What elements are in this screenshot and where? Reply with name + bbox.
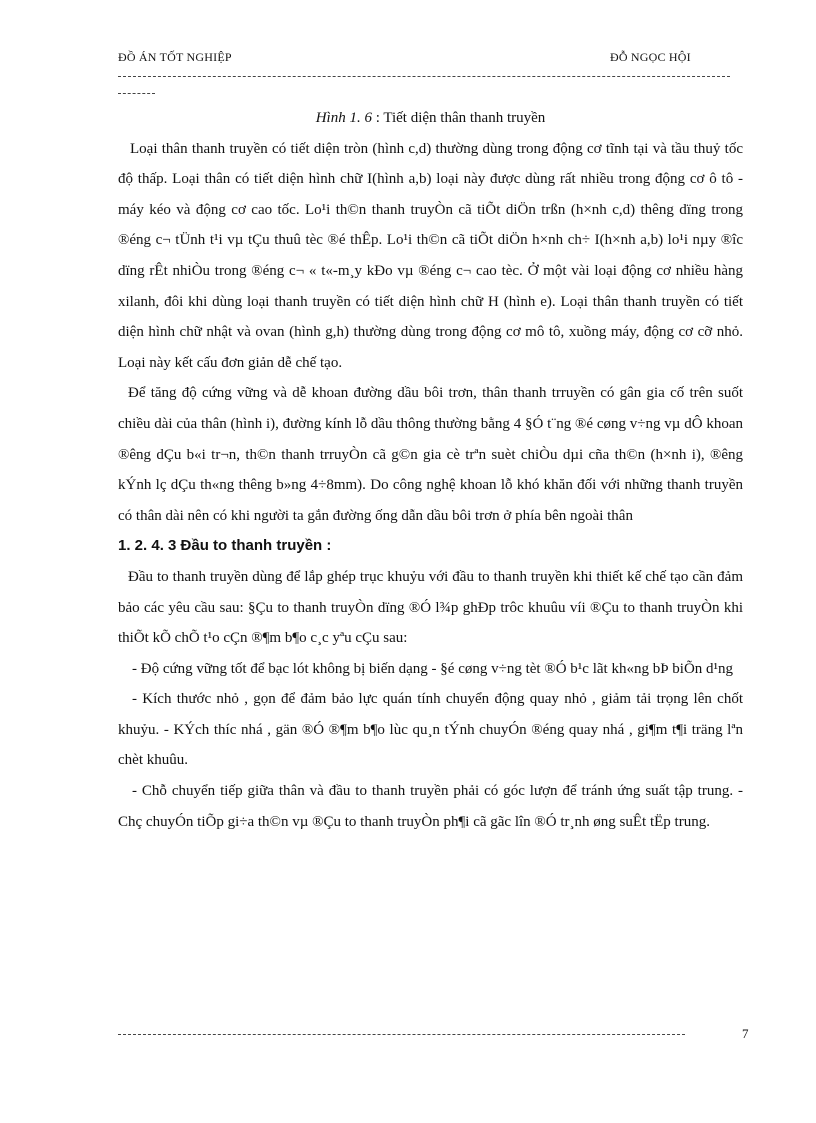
footer-rule (118, 1034, 685, 1035)
figure-caption-label: Hình 1. 6 (315, 110, 372, 126)
header-left-title: ĐỒ ÁN TỐT NGHIỆP (118, 50, 232, 64)
section-heading: 1. 2. 4. 3 Đầu to thanh truyền : (118, 537, 332, 555)
figure-caption-text: : Tiết diện thân thanh truyền (371, 110, 546, 126)
paragraph-reinforcement: Để tăng độ cứng vững và dễ khoan đường dầu bôi trơn, thân thanh trruyền có gân gia cố trên suốt chiều dài của thân (hình i), đường kính lỗ dầu thông thường bằng 4 §Ó t¨ng ®é cøng v÷ng vµ dÔ khoan ®êng dÇu b«i tr¬n, th©n thanh trruyÒn cã g©n gia cè trªn suèt chiÒu dµi cña th©n (h×nh i), ®êng kÝnh lç dÇu th«ng thêng b»ng 4÷8mm). Do công nghệ khoan lỗ khó khăn đối với những thanh truyền có thân dài nên có khi người ta gắn đường ống dẫn dầu bôi trơn ở phía bên ngoài thân (118, 385, 743, 524)
requirement-compact-size: - Kích thước nhỏ , gọn để đảm bảo lực quán tính chuyển động quay nhỏ , giảm tải trọng lên chốt khuỷu. - KÝch thíc nhá , gän ®Ó ®¶m b¶o lùc qu¸n tÝnh chuyÓn ®éng quay nhá , gi¶m t¶i träng lªn chèt khuûu. (118, 691, 743, 769)
paragraph-cross-section: Loại thân thanh truyền có tiết diện tròn (hình c,d) thường dùng trong động cơ tĩnh tại và tầu thuỷ tốc độ thấp. Loại thân có tiết diện hình chữ I(hình a,b) loại này được dùng rất nhiều trong động cơ ô tô - máy kéo và động cơ cao tốc. Lo¹i th©n thanh truyÒn cã tiÕt diÖn trßn (h×nh c,d) thêng dïng trong ®éng c¬ tÜnh t¹i vµ tÇu thuû tèc ®é thÊp. Lo¹i th©n cã tiÕt diÖn h×nh ch÷ I(h×nh a,b) lo¹i nµy ®îc dïng rÊt nhiÒu trong ®éng c¬ « t«-m¸y kÐo vµ ®éng c¬ cao tèc. Ở một vài loại động cơ nhiều hàng xilanh, đôi khi dùng loại thanh truyền có tiết diện hình chữ H (hình e). Loại thân thanh truyền có tiết diện hình chữ nhật và ovan (hình g,h) thường dùng trong động cơ mô tô, xuồng máy, động cơ cỡ nhỏ. Loại này kết cấu đơn giản dễ chế tạo. (118, 140, 743, 371)
header-rule (118, 76, 730, 77)
header-rule-continuation (118, 93, 155, 94)
page-number: 7 (742, 1026, 749, 1041)
header-right-author: ĐỖ NGỌC HỘI (610, 50, 691, 64)
requirement-rigidity: - Độ cứng vững tốt để bạc lót không bị biến dạng - §é cøng v÷ng tèt ®Ó b¹c lãt kh«ng bÞ biÕn d¹ng (132, 660, 734, 677)
page-body (118, 103, 743, 837)
requirement-fillet: - Chỗ chuyển tiếp giữa thân và đầu to thanh truyền phải có góc lượn để tránh ứng suất tập trung. - Chç chuyÓn tiÕp gi÷a th©n vµ ®Çu to thanh truyÒn ph¶i cã gãc lîn ®Ó tr¸nh øng suÊt tËp trung. (118, 783, 743, 830)
paragraph-big-end-intro: Đầu to thanh truyền dùng để lắp ghép trục khuỷu với đầu to thanh truyền khi thiết kế chế tạo cần đảm bảo các yêu cầu sau: §Çu to thanh truyÒn dïng ®Ó l¾p ghÐp trôc khuûu víi ®Çu to thanh truyÒn khi thiÕt kÕ chÕ t¹o cÇn ®¶m b¶o c¸c yªu cÇu sau: (118, 568, 743, 647)
figure-caption (118, 103, 743, 134)
